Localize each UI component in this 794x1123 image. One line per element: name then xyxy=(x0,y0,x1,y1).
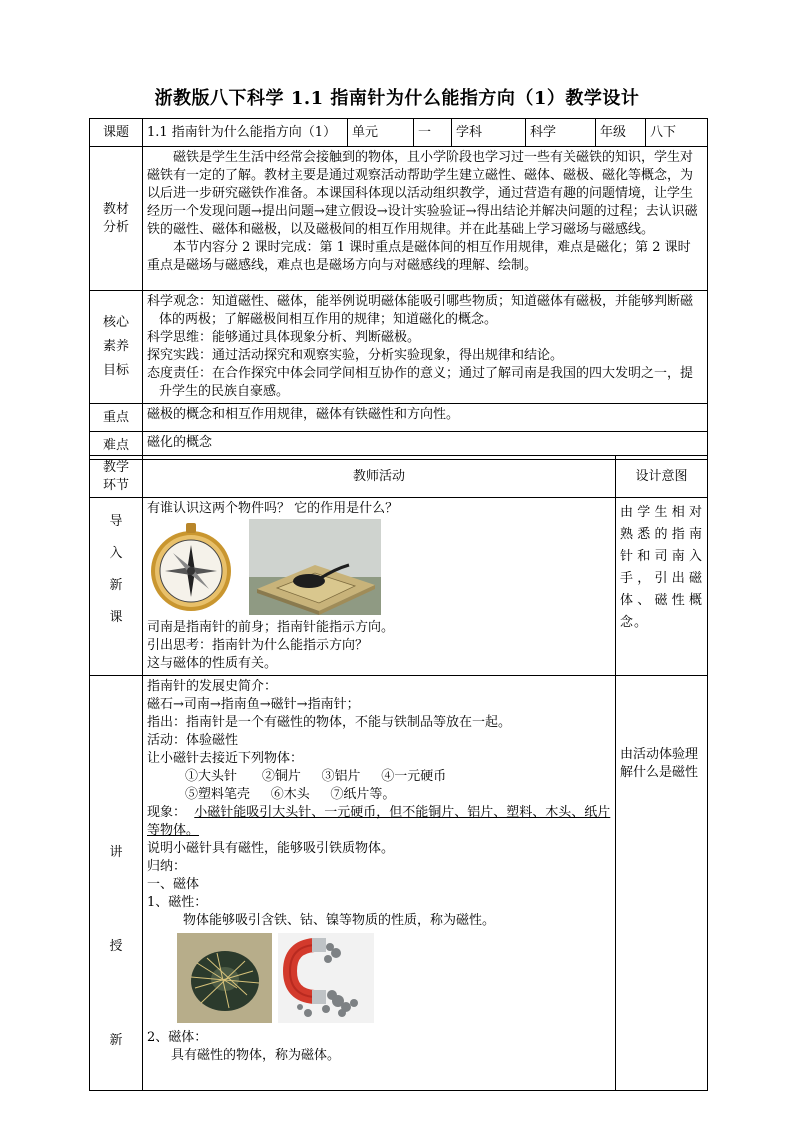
lecture-content xyxy=(143,676,616,1091)
lecture-line: 说明小磁针具有磁性，能够吸引铁质物体。 xyxy=(147,841,395,856)
magnetism-definition: 物体能够吸引含铁、钴、镍等物质的性质，称为磁性。 xyxy=(183,913,496,928)
objects-row: ⑤塑料笔壳 ⑥木头 ⑦纸片等。 xyxy=(185,787,396,802)
analysis-paragraph-1: 磁铁是学生生活中经常会接触到的物体，且小学阶段也学习过一些有关磁铁的知识，学生对磁铁有一定的了解。教材主要是通过观察活动帮助学生建立磁性、磁体、磁极、磁化等概念，为以后进一步研究磁铁作准备。本课国科体现以活动组织教学，通过营造有趣的问题情境，让学生经历一个发现问题→提出问题→建立假设→设计实验验证→得出结论并解决问题的过程；去认识磁铁的磁性、磁体和磁极，以及磁极间的相互作用规律。并在此基础上学习磁场与磁感线。 xyxy=(147,150,698,237)
stage-header: 教学 环节 xyxy=(90,456,143,498)
subject-value: 科学 xyxy=(526,119,596,147)
lecture-line: 让小磁针去接近下列物体： xyxy=(147,751,304,766)
grade-value: 八下 xyxy=(646,119,708,147)
key-point-label: 重点 xyxy=(90,404,143,432)
lecture-line: 活动：体验磁性 xyxy=(147,733,239,748)
lecture-images xyxy=(177,933,611,1027)
lecture-stage: 讲 授 新 xyxy=(90,676,143,1091)
analysis-paragraph-2: 本节内容分 2 课时完成：第 1 课时重点是磁体间的相互作用规律，难点是磁化；第 2 课时重点是磁场与磁感线，难点也是磁场方向与对磁感线的理解、绘制。 xyxy=(147,240,691,273)
lecture-line: 指南针的发展史简介： xyxy=(147,679,278,694)
sinan-image xyxy=(249,519,381,615)
teacher-header: 教师活动 xyxy=(143,456,616,498)
lecture-line: 指出：指南针是一个有磁性的物体，不能与铁制品等放在一起。 xyxy=(147,715,512,730)
subject-label: 学科 xyxy=(452,119,526,147)
horseshoe-magnet-image xyxy=(278,933,374,1023)
literacy-item: 科学思维：能够通过具体现象分析、判断磁极。 xyxy=(147,330,421,345)
unit-label: 单元 xyxy=(348,119,414,147)
literacy-item: 态度责任：在合作探究中体会同学间相互协作的意义；通过了解司南是我国的四大发明之一，提升学生的民族自豪感。 xyxy=(147,366,694,399)
difficulty-label: 难点 xyxy=(90,432,143,460)
intro-images xyxy=(149,519,611,617)
phenomenon: 现象： 小磁针能吸引大头针、一元硬币，但不能铜片、铝片、塑料、木头、纸片等物体。 xyxy=(147,805,611,838)
literacy-item: 探究实践：通过活动探究和观察实验，分析实验现象，得出规律和结论。 xyxy=(147,348,564,363)
process-table xyxy=(89,455,708,1091)
intro-question: 有谁认识这两个物件吗？ 它的作用是什么？ xyxy=(147,501,399,516)
intent-header: 设计意图 xyxy=(616,456,708,498)
info-table xyxy=(89,118,708,460)
magnet-pins-image xyxy=(177,933,272,1023)
intro-intent: 由学生相对熟悉的指南针和司南入手，引出磁体、磁性概念。 xyxy=(616,498,708,676)
lesson-label: 课题 xyxy=(90,119,143,147)
lecture-line: 一、磁体 xyxy=(147,877,200,892)
literacy-content xyxy=(143,291,708,404)
lecture-intent: 由活动体验理解什么是磁性 xyxy=(616,676,708,1091)
intro-line: 引出思考：指南针为什么能指示方向？ xyxy=(147,638,369,653)
analysis-content xyxy=(143,147,708,291)
difficulty-value: 磁化的概念 xyxy=(143,432,708,460)
page-title: 浙教版八下科学 1.1 指南针为什么能指方向（1）教学设计 xyxy=(154,88,640,109)
lesson-value: 1.1 指南针为什么能指方向（1） xyxy=(143,119,348,147)
analysis-label: 教材分析 xyxy=(90,147,143,291)
intro-line: 这与磁体的性质有关。 xyxy=(147,656,278,671)
intro-stage: 导 入 新 课 xyxy=(90,498,143,676)
literacy-label: 核心 素养 目标 xyxy=(90,291,143,404)
grade-label: 年级 xyxy=(596,119,646,147)
key-point-value: 磁极的概念和相互作用规律，磁体有铁磁性和方向性。 xyxy=(143,404,708,432)
intro-line: 司南是指南针的前身；指南针能指示方向。 xyxy=(147,620,395,635)
compass-image xyxy=(149,519,233,615)
intro-content xyxy=(143,498,616,676)
lecture-line: 磁石→司南→指南鱼→磁针→指南针； xyxy=(147,697,360,712)
lecture-line: 归纳： xyxy=(147,859,187,874)
literacy-item: 科学观念：知道磁性、磁体，能举例说明磁体能吸引哪些物质；知道磁体有磁极，并能够判断磁体的两极；了解磁极间相互作用的规律；知道磁化的概念。 xyxy=(147,294,694,327)
lecture-line: 1、磁性： xyxy=(147,895,208,910)
objects-row: ①大头针 ②铜片 ③铝片 ④一元硬币 xyxy=(185,769,447,784)
unit-value: 一 xyxy=(414,119,452,147)
magnet-definition: 具有磁性的物体，称为磁体。 xyxy=(171,1048,341,1063)
magnet-title: 2、磁体： xyxy=(147,1030,208,1045)
